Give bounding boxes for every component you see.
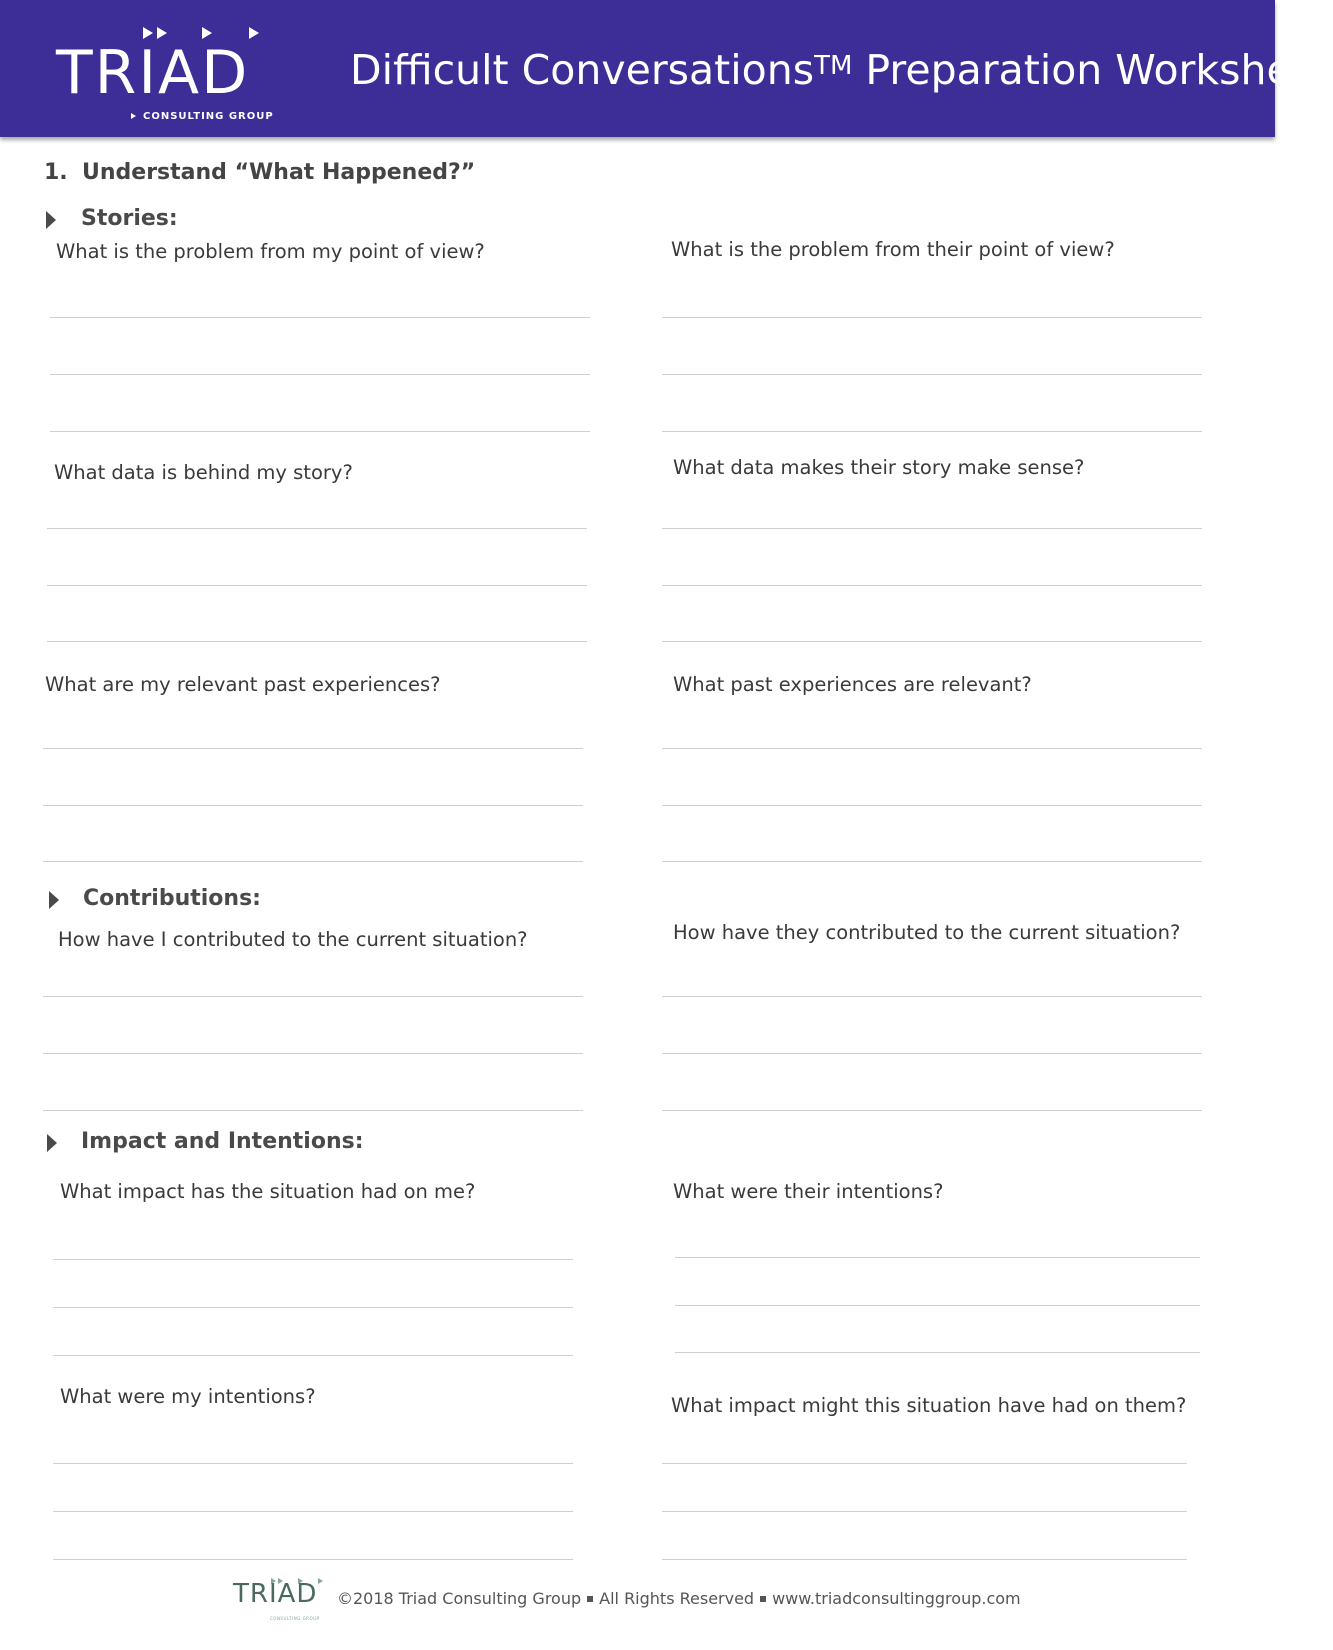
answer-line[interactable] (662, 374, 1202, 375)
question-text: What were their intentions? (673, 1180, 944, 1203)
footer-logo-wordmark: TRIAD (233, 1579, 318, 1609)
answer-line[interactable] (662, 996, 1202, 997)
question-text: What data is behind my story? (54, 461, 353, 484)
section-number: 1. (44, 160, 68, 185)
answer-line[interactable] (43, 1110, 583, 1111)
footer-rights: All Rights Reserved (599, 1589, 755, 1608)
answer-line[interactable] (662, 861, 1202, 862)
separator-square-icon (760, 1596, 766, 1602)
question-text: What were my intentions? (60, 1385, 316, 1408)
question-text: How have they contributed to the current situation? (673, 921, 1181, 944)
answer-line[interactable] (662, 1511, 1187, 1512)
answer-line[interactable] (43, 805, 583, 806)
answer-line[interactable] (662, 585, 1202, 586)
answer-line[interactable] (662, 1053, 1202, 1054)
question-text: What data makes their story make sense? (673, 456, 1085, 479)
answer-line[interactable] (53, 1559, 573, 1560)
answer-line[interactable] (53, 1355, 573, 1356)
answer-line[interactable] (50, 374, 590, 375)
logo-wordmark: TRIAD (56, 38, 250, 108)
answer-line[interactable] (47, 585, 587, 586)
logo-sub-arrow-icon (131, 113, 136, 119)
section-title: Understand “What Happened?” (82, 160, 476, 185)
subheading-contributions: Contributions: (83, 886, 261, 911)
question-text: What are my relevant past experiences? (45, 673, 441, 696)
answer-line[interactable] (43, 1053, 583, 1054)
trademark-mark: TM (814, 51, 853, 81)
bullet-arrow-icon (49, 891, 59, 909)
answer-line[interactable] (53, 1259, 573, 1260)
title-rest: Preparation Worksheet (852, 46, 1333, 94)
answer-line[interactable] (662, 317, 1202, 318)
answer-line[interactable] (53, 1307, 573, 1308)
subheading-stories: Stories: (81, 206, 178, 231)
title-main: Difficult Conversations (350, 46, 815, 94)
bullet-arrow-icon (46, 211, 56, 229)
question-text: What is the problem from their point of view? (671, 238, 1115, 261)
answer-line[interactable] (43, 748, 583, 749)
footer-logo-arrow-icon (318, 1578, 323, 1584)
question-text: What is the problem from my point of view? (56, 240, 485, 263)
answer-line[interactable] (662, 1110, 1202, 1111)
answer-line[interactable] (43, 861, 583, 862)
answer-line[interactable] (662, 1463, 1187, 1464)
page-title (350, 44, 1333, 96)
answer-line[interactable] (662, 528, 1202, 529)
question-text: What impact might this situation have had on them? (671, 1394, 1187, 1417)
logo-subtitle: CONSULTING GROUP (143, 111, 274, 122)
answer-line[interactable] (47, 528, 587, 529)
answer-line[interactable] (50, 431, 590, 432)
bullet-arrow-icon (47, 1134, 57, 1152)
footer-copyright: ©2018 Triad Consulting Group (337, 1589, 582, 1608)
footer-url[interactable]: www.triadconsultinggroup.com (772, 1589, 1021, 1608)
logo-arrow-icon (249, 27, 259, 39)
subheading-impact-intentions: Impact and Intentions: (81, 1129, 364, 1154)
answer-line[interactable] (47, 641, 587, 642)
answer-line[interactable] (662, 431, 1202, 432)
answer-line[interactable] (662, 805, 1202, 806)
separator-square-icon (587, 1596, 593, 1602)
answer-line[interactable] (53, 1463, 573, 1464)
question-text: What impact has the situation had on me? (60, 1180, 476, 1203)
answer-line[interactable] (43, 996, 583, 997)
footer-text (337, 1589, 1021, 1608)
question-text: How have I contributed to the current situation? (58, 928, 528, 951)
footer-logo-subtitle: CONSULTING GROUP (270, 1616, 320, 1621)
answer-line[interactable] (675, 1352, 1200, 1353)
answer-line[interactable] (50, 317, 590, 318)
question-text: What past experiences are relevant? (673, 673, 1032, 696)
answer-line[interactable] (675, 1257, 1200, 1258)
answer-line[interactable] (662, 641, 1202, 642)
answer-line[interactable] (662, 1559, 1187, 1560)
answer-line[interactable] (675, 1305, 1200, 1306)
answer-line[interactable] (662, 748, 1202, 749)
answer-line[interactable] (53, 1511, 573, 1512)
